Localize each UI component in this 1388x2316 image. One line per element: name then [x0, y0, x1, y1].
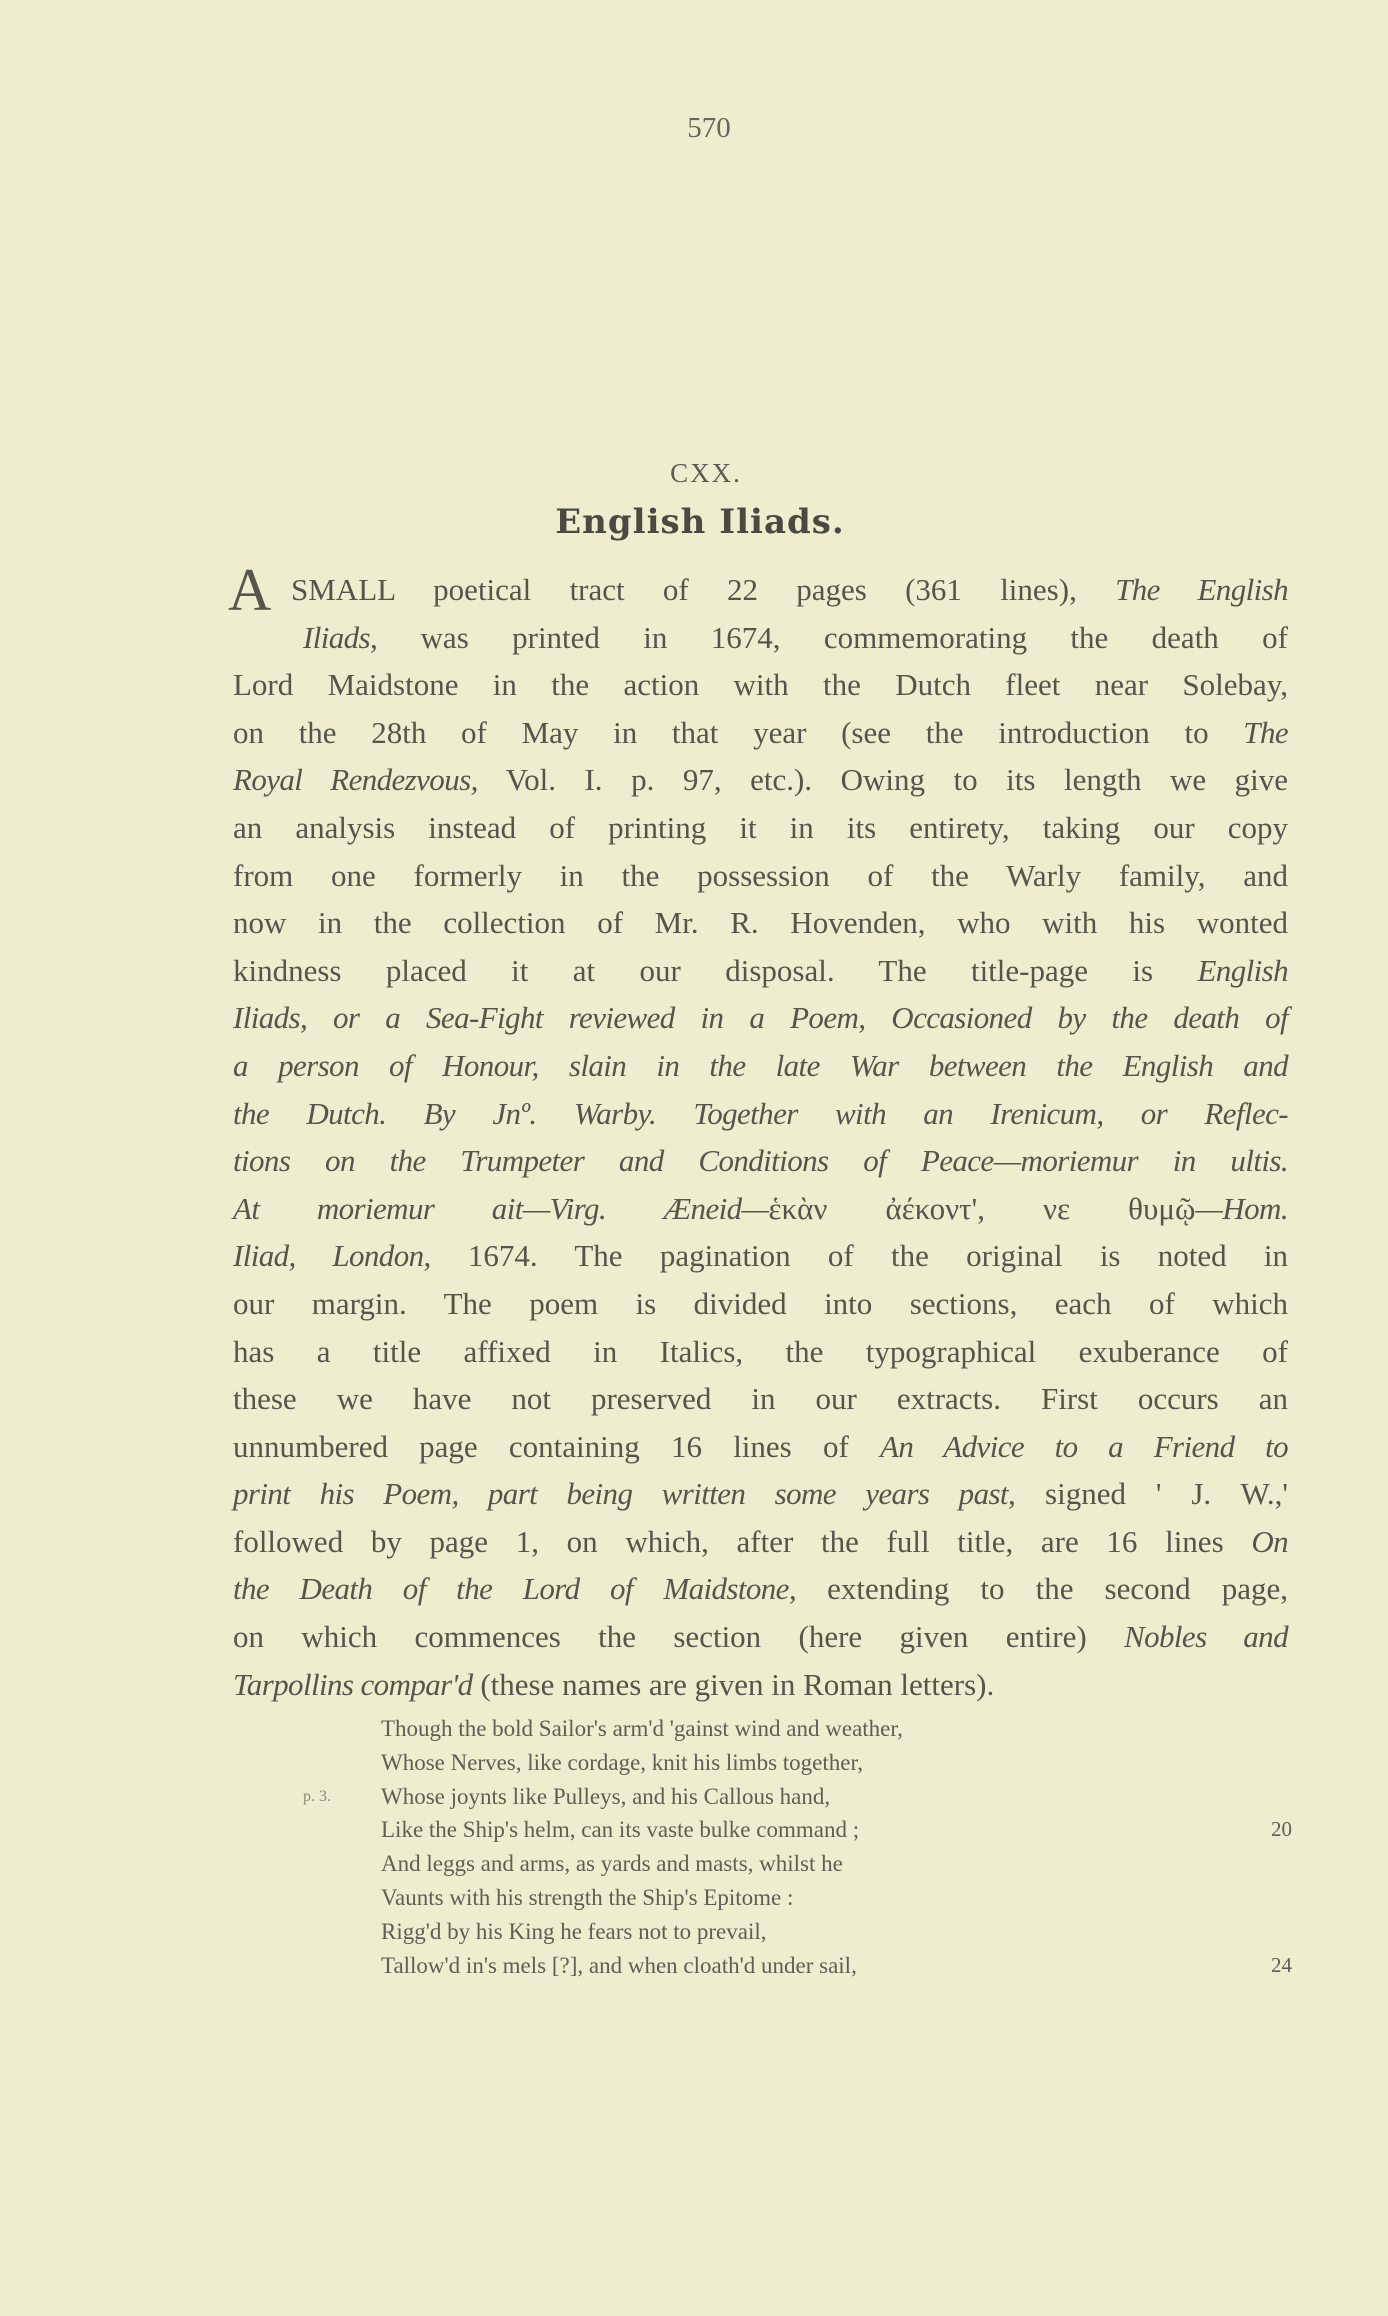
italic-text: Nobles and — [1124, 1619, 1288, 1655]
roman-text: was printed in 1674, commemorating the death of — [377, 619, 1288, 655]
roman-text: signed ' J. W.,' — [1015, 1476, 1288, 1512]
italic-text: Iliad, London, — [233, 1238, 431, 1274]
paragraph-line — [233, 899, 1288, 947]
verse-text: Rigg'd by his King he fears not to prevail, — [381, 1918, 767, 1944]
roman-text: from one formerly in the possession of the Warly family, and — [233, 857, 1288, 893]
paragraph-line — [233, 661, 1288, 709]
paragraph-line — [233, 1518, 1288, 1566]
paragraph-line — [233, 947, 1288, 995]
chapter-number: CXX. — [670, 458, 742, 488]
body-paragraph — [233, 566, 1288, 1708]
roman-text: followed by page 1, on which, after the full title, are 16 lines — [233, 1523, 1252, 1559]
verse-text: Whose Nerves, like cordage, knit his limbs together, — [381, 1749, 863, 1775]
italic-text: Iliads, — [303, 619, 378, 655]
verse-text: Like the Ship's helm, can its vaste bulke command ; — [381, 1817, 860, 1843]
page-number: 570 — [687, 112, 731, 144]
roman-text: these we have not preserved in our extracts. First occurs an — [233, 1381, 1288, 1417]
paragraph-line — [233, 1232, 1288, 1280]
chapter-title: English Iliads. — [555, 502, 845, 542]
italic-text: The — [1243, 714, 1288, 750]
italic-text: tions on the Trumpeter and Conditions of Peace—moriemur in ultis. — [233, 1143, 1288, 1179]
roman-text: on which commences the section (here given entire) — [233, 1619, 1125, 1655]
verse-line — [381, 1847, 1291, 1881]
paragraph-line — [233, 994, 1288, 1042]
roman-text: ἑκὰν ἀέκοντ', νε θυμῷ — [768, 1190, 1196, 1226]
paragraph-line — [233, 1280, 1288, 1328]
italic-text: Royal Rendezvous, — [233, 762, 478, 798]
italic-text: English — [1197, 952, 1288, 988]
verse-line — [303, 1780, 1291, 1814]
verse-line — [381, 1813, 1291, 1847]
roman-text: Lord Maidstone in the action with the Dutch fleet near Solebay, — [233, 667, 1288, 703]
italic-text: —Hom. — [1195, 1190, 1288, 1226]
paragraph-line — [233, 1661, 1288, 1709]
verse-line — [381, 1746, 1291, 1780]
paragraph-line — [233, 804, 1288, 852]
paragraph-line — [233, 1375, 1288, 1423]
roman-text: our margin. The poem is divided into sections, each of which — [233, 1285, 1288, 1321]
italic-text: Iliads, or a Sea-Fight reviewed in a Poem, Occasioned by the death of — [233, 1000, 1288, 1036]
roman-text: kindness placed it at our disposal. The title-page is — [233, 952, 1198, 988]
poem-extract — [303, 1712, 1292, 1982]
verse-line — [381, 1915, 1291, 1949]
margin-page-note: p. 3. — [303, 1787, 331, 1805]
roman-text: has a title affixed in Italics, the typographical exuberance of — [233, 1333, 1288, 1369]
paragraph-line — [233, 1185, 1288, 1233]
verse-text: Whose joynts like Pulleys, and his Callous hand, — [381, 1783, 831, 1809]
paragraph-line — [233, 566, 1288, 614]
italic-text: a person of Honour, slain in the late War between the English and — [233, 1047, 1288, 1083]
paragraph-line — [233, 1137, 1288, 1185]
italic-text: print his Poem, part being written some years past, — [233, 1476, 1016, 1512]
paragraph-line — [233, 1042, 1288, 1090]
paragraph-line — [233, 756, 1288, 804]
roman-text: now in the collection of Mr. R. Hovenden, who with his wonted — [233, 905, 1288, 941]
italic-text: At moriemur ait—Virg. Æneid— — [233, 1190, 769, 1226]
verse-text: Vaunts with his strength the Ship's Epitome : — [381, 1884, 794, 1910]
paragraph-line — [233, 852, 1288, 900]
italic-text: Tarpollins compar'd — [233, 1666, 473, 1702]
roman-text: (these names are given in Roman letters). — [472, 1666, 995, 1702]
italic-text: The English — [1115, 572, 1288, 607]
verse-line — [381, 1712, 1291, 1746]
roman-text: 1674. The pagination of the original is noted in — [430, 1238, 1288, 1274]
roman-text: Vol. I. p. 97, etc.). Owing to its length we give — [477, 762, 1289, 798]
paragraph-line — [233, 614, 1288, 662]
paragraph-line — [233, 1423, 1288, 1471]
line-number: 20 — [1271, 1817, 1292, 1842]
roman-text: an analysis instead of printing it in its entirety, taking our copy — [233, 809, 1288, 845]
paragraph-line — [233, 1470, 1288, 1518]
roman-text: on the 28th of May in that year (see the introduction to — [233, 714, 1244, 750]
roman-text: SMALL poetical tract of 22 pages (361 lines), — [291, 572, 1116, 607]
verse-line — [381, 1949, 1291, 1983]
drop-cap: A — [228, 557, 272, 623]
paragraph-line — [233, 709, 1288, 757]
italic-text: the Death of the Lord of Maidstone, — [233, 1571, 796, 1607]
verse-text: Tallow'd in's mels [?], and when cloath'd under sail, — [381, 1952, 857, 1978]
italic-text: the Dutch. By Jnº. Warby. Together with an Irenicum, or Reflec- — [233, 1095, 1288, 1131]
roman-text: extending to the second page, — [796, 1571, 1288, 1607]
verse-line — [381, 1881, 1291, 1915]
italic-text: On — [1251, 1523, 1288, 1559]
paragraph-line — [233, 1613, 1288, 1661]
italic-text: An Advice to a Friend to — [880, 1428, 1289, 1464]
paragraph-line — [233, 1565, 1288, 1613]
paragraph-line — [233, 1328, 1288, 1376]
line-number: 24 — [1271, 1952, 1292, 1977]
paragraph-line — [233, 1090, 1288, 1138]
roman-text: unnumbered page containing 16 lines of — [233, 1428, 881, 1464]
verse-text: Though the bold Sailor's arm'd 'gainst wind and weather, — [381, 1716, 903, 1741]
verse-text: And leggs and arms, as yards and masts, whilst he — [381, 1851, 843, 1877]
